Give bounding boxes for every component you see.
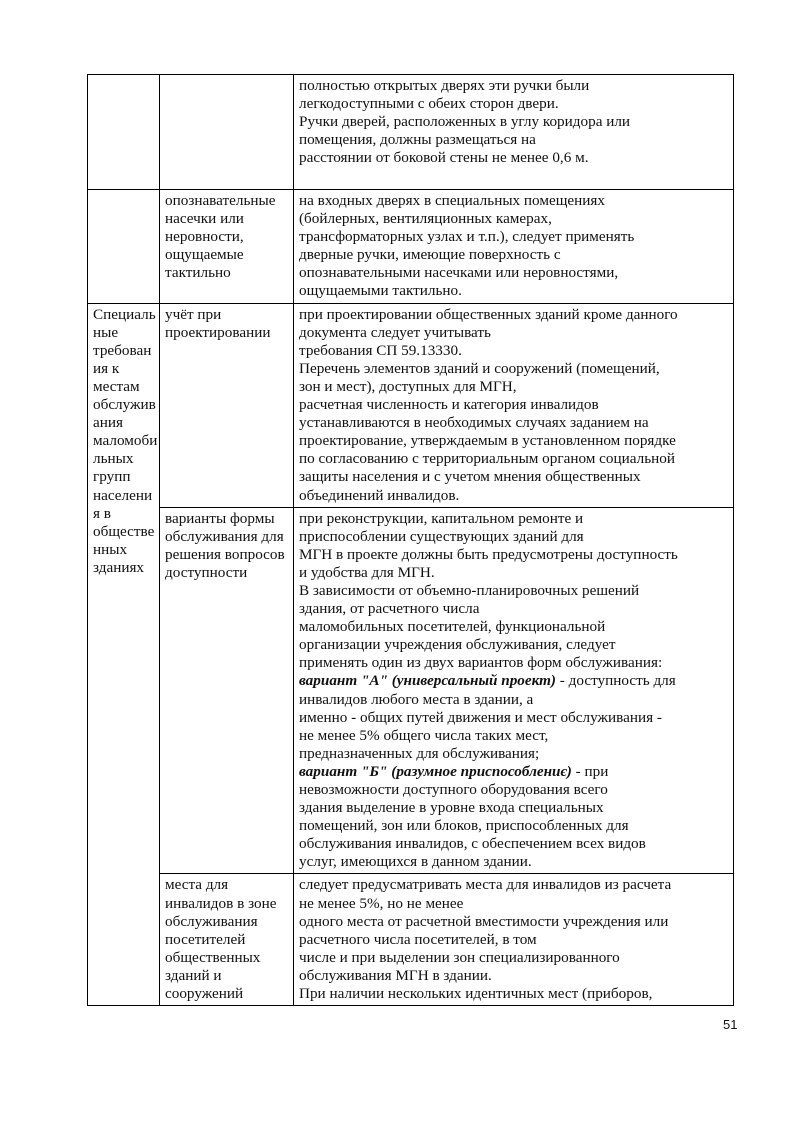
text-line: следует предусматривать места для инвалидов из расчета [299,876,672,894]
text-line: посетителей [165,930,246,948]
requirement-cell [294,507,734,874]
text-line: при реконструкции, капитальном ремонте и [299,509,584,527]
text-line: именно - общих путей движения и мест обслуживания - [299,708,662,726]
text-line: устанавливаются в необходимых случаях заданием на [299,414,649,432]
text-line: и удобства для МГН. [299,563,435,581]
text-line: неровности, [165,228,244,246]
text-line: Ручки дверей, расположенных в углу коридора или [299,113,631,131]
text-line: одного места от расчетной вместимости учреждения или [299,912,669,930]
element-cell [160,507,294,874]
text-line: не менее 5%, но не менее [299,894,464,912]
text-line: льных [93,450,134,468]
text-line: невозможности доступного оборудования всего [299,781,608,798]
text-line: расстоянии от боковой стены не менее 0,6 м. [299,149,589,167]
text-line: населени [93,486,153,504]
text-line: ощущаемые [165,246,244,264]
text-line: обществе [93,522,155,540]
text-line: ощущаемыми тактильно. [299,282,462,300]
text-line: местам [93,377,140,395]
text-line: зданиях [93,558,145,576]
text-line: обслуживания МГН в здании. [299,966,492,984]
table-row [88,303,734,507]
variant-a-text: - доступность для [556,672,676,690]
requirement-cell [294,75,734,190]
text-line: здания выделение в уровне входа специальных [299,799,604,817]
text-line: расчетного числа посетителей, в том [299,930,537,948]
variant-b-text: - при [571,762,609,780]
text-line: общественных [165,948,261,966]
text-line: инвалидов любого места в здании, а [299,690,534,708]
text-line: МГН в проекте должны быть предусмотрены доступность [299,545,678,563]
category-cell [88,303,160,1006]
text-line: ия к [93,359,120,377]
requirement-cell [294,190,734,304]
element-cell [160,303,294,507]
text-line: расчетная численность и категория инвалидов [299,396,599,414]
text-line: зданий и [165,966,222,984]
text-line: здания, от расчетного числа [299,600,480,618]
text-line: числе и при выделении зон специализированного [299,948,620,966]
text-line: При наличии нескольких идентичных мест (приборов, [299,985,653,1003]
element-cell [160,190,294,304]
text-line: опознавательные [165,192,276,209]
text-line: ания [93,414,123,432]
category-cell [88,75,160,190]
text-line: полностью открытых дверях эти ручки были [299,77,590,94]
text-line: я в [93,504,111,522]
text-line: при проектировании общественных зданий кроме данного [299,305,678,323]
text-line: варианты формы [165,509,275,527]
text-line: обслужив [93,396,156,414]
text-line: доступности [165,563,248,581]
text-line: маломоби [93,432,158,450]
requirement-cell [294,874,734,1006]
category-cell [88,190,160,304]
text-line: обслуживания для [165,527,284,545]
text-line: обслуживания инвалидов, с обеспечением всех видов [299,835,646,853]
text-line: проектировании [165,323,271,341]
text-line: (бойлерных, вентиляционных камерах, [299,210,552,228]
text-line: тактильно [165,264,231,282]
variant-a-line [299,672,728,690]
text-line: решения вопросов [165,545,285,563]
text-line: В зависимости от объемно-планировочных решений [299,581,640,599]
variant-a-label: вариант "А" (универсальный проект) [299,672,556,690]
text-line: проектирование, утверждаемым в установленном порядке [299,432,676,450]
table-row [88,874,734,1006]
table-row [88,190,734,304]
text-line: групп [93,468,131,486]
text-line: зон и мест), доступных для МГН, [299,377,517,395]
text-line: документа следует учитывать [299,323,491,341]
text-line: услуг, имеющихся в данном здании. [299,853,532,871]
requirement-cell [294,303,734,507]
text-line: сооружений [165,985,244,1003]
text-line: обслуживания [165,912,258,930]
text-line: легкодоступными с обеих сторон двери. [299,95,559,113]
element-cell [160,874,294,1006]
text-line: применять один из двух вариантов форм обслуживания: [299,654,663,672]
text-line: нных [93,540,128,558]
text-line: объединений инвалидов. [299,486,460,504]
element-cell [160,75,294,190]
text-line: не менее 5% общего числа таких мест, [299,726,549,744]
text-line: дверные ручки, имеющие поверхность с [299,246,561,264]
text-line: помещения, должны размещаться на [299,131,536,149]
text-line: трансформаторных узлах и т.п.), следует применять [299,228,635,246]
text-line: помещений, зон или блоков, приспособленных для [299,817,629,835]
text-line: Перечень элементов зданий и сооружений (помещений, [299,359,660,377]
text-line: приспособлении существующих зданий для [299,527,584,545]
text-line: на входных дверях в специальных помещениях [299,192,605,209]
text-line: маломобильных посетителей, функциональной [299,618,606,636]
variant-b-line [299,763,728,781]
text-line: опознавательными насечками или неровностями, [299,264,619,282]
text-line: требован [93,341,152,359]
text-line: по согласованию с территориальным органом социальной [299,450,675,468]
text-line: учёт при [165,305,222,323]
text-line: предназначенных для обслуживания; [299,744,540,762]
text-line: защиты населения и с учетом мнения общественных [299,468,641,486]
text-line: ные [93,323,119,341]
text-line: инвалидов в зоне [165,894,277,912]
text-line: организации учреждения обслуживания, следует [299,636,616,654]
page-number: 51 [723,1017,738,1032]
requirements-table [87,74,734,1006]
variant-b-label: вариант "Б" (разумное приспособлениє) [299,762,572,780]
text-line: насечки или [165,210,244,228]
table-row [88,75,734,190]
text-line: требования СП 59.13330. [299,341,462,359]
table-row [88,507,734,874]
text-line: места для [165,876,229,894]
text-line: Специаль [93,305,156,323]
